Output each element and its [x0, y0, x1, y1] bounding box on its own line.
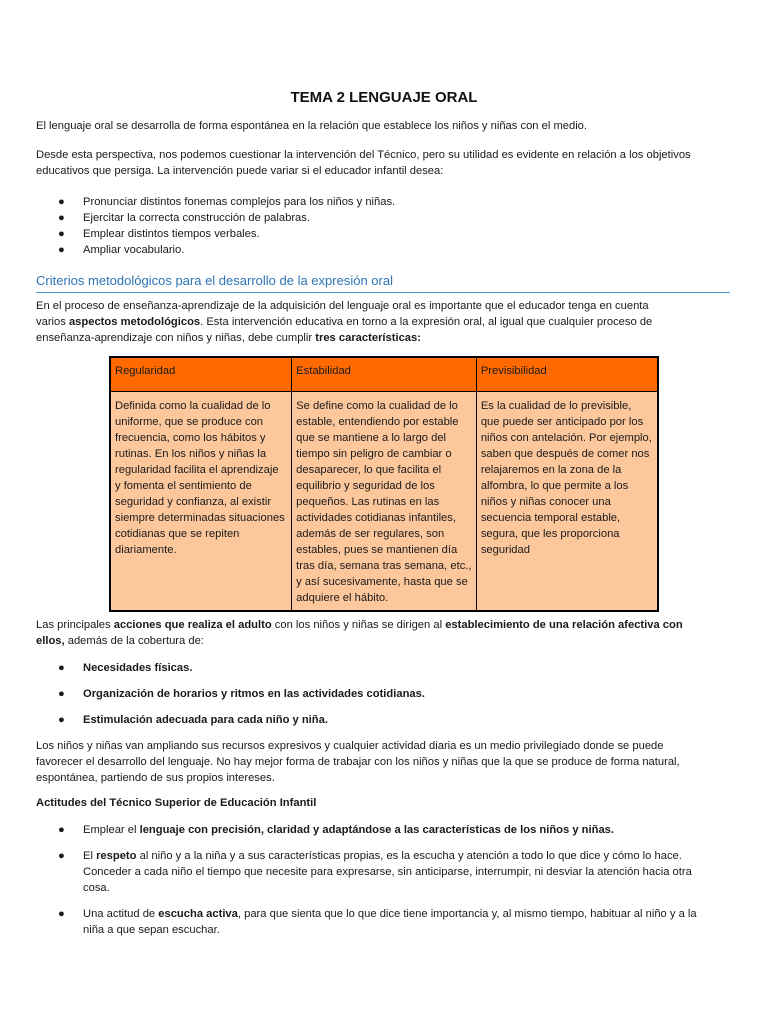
bullet-icon: ●	[58, 662, 65, 674]
bullet-icon: ●	[58, 688, 65, 700]
bullet-icon: ●	[58, 824, 65, 836]
list-item: ● Pronunciar distintos fonemas complejos para los niños y niñas.	[58, 196, 396, 208]
table-header-cell: Previsibilidad	[476, 357, 658, 392]
perspective-paragraph: Desde esta perspectiva, nos podemos cuestionar la intervención del Técnico, pero su utilidad es evidente en relación a los objetivos educativos que persiga. La intervención puede variar si el educador infantil desea:	[36, 149, 691, 177]
objectives-list	[36, 194, 732, 258]
needs-list	[36, 660, 732, 728]
list-item: ● El respeto al niño y a la niña y a sus características propias, es la escucha y atención a todo lo que dice y cómo lo hace. Conceder a cada niño el tiempo que necesite para expresarse, sin anticiparse, interrumpir, ni desviar la atención hacia otra cosa.	[58, 850, 692, 894]
intro-paragraph: El lenguaje oral se desarrolla de forma espontánea en la relación que establece los niños y niñas con el medio.	[36, 120, 588, 132]
bullet-icon: ●	[58, 908, 65, 920]
list-item: ● Ejercitar la correcta construcción de palabras.	[58, 212, 310, 224]
bullet-icon: ●	[58, 244, 65, 256]
attitudes-heading: Actitudes del Técnico Superior de Educación Infantil	[36, 797, 317, 809]
list-item: ● Emplear distintos tiempos verbales.	[58, 228, 260, 240]
list-item: ● Ampliar vocabulario.	[58, 244, 185, 256]
list-item: ● Organización de horarios y ritmos en las actividades cotidianas.	[58, 688, 425, 700]
table-header-row	[110, 357, 658, 392]
table-cell: Definida como la cualidad de lo uniforme, que se produce con frecuencia, como los hábitos y rutinas. En los niños y niñas la regularidad facilita el aprendizaje y fomenta el sentimiento de seguridad y confianza, al existir siempre determinadas situaciones cotidianas que se repiten diariamente.	[110, 392, 292, 612]
list-item: ● Emplear el lenguaje con precisión, claridad y adaptándose a las características de los niños y niñas.	[58, 824, 614, 836]
table-header-cell: Estabilidad	[292, 357, 477, 392]
list-item: ● Una actitud de escucha activa, para que sienta que lo que dice tiene importancia y, al mismo tiempo, habituar al niño y a la niña a que sepan escuchar.	[58, 908, 697, 936]
actions-paragraph: Las principales acciones que realiza el adulto con los niños y niñas se dirigen al establecimiento de una relación afectiva con ellos, además de la cobertura de:	[36, 619, 683, 647]
bullet-icon: ●	[58, 196, 65, 208]
bullet-icon: ●	[58, 228, 65, 240]
bullet-icon: ●	[58, 850, 65, 862]
table-cell: Se define como la cualidad de lo estable, entendiendo por estable que se mantiene a lo largo del tiempo sin peligro de cambiar o desaparecer, lo que facilita el equilibrio y seguridad de los pequeños. Las rutinas en las actividades cotidianas infantiles, además de ser regulares, son estables, pues se mantienen día tras día, semana tras semana, etc., y así sucesivamente, hasta que se adquiere el hábito.	[292, 392, 477, 612]
section-heading: Criterios metodológicos para el desarrollo de la expresión oral	[36, 272, 730, 293]
bullet-icon: ●	[58, 714, 65, 726]
table-cell: Es la cualidad de lo previsible, que puede ser anticipado por los niños con antelación. Por ejemplo, saben que después de comer nos relajaremos en la zona de la alfombra, lo que permite a los niños y niñas conocer una secuencia temporal estable, segura, que les proporciona seguridad	[476, 392, 658, 612]
list-item: ● Necesidades físicas.	[58, 662, 193, 674]
list-item: ● Estimulación adecuada para cada niño y niña.	[58, 714, 328, 726]
attitudes-list	[36, 822, 732, 938]
bullet-icon: ●	[58, 212, 65, 224]
resources-paragraph: Los niños y niñas van ampliando sus recursos expresivos y cualquier actividad diaria es un medio privilegiado donde se puede favorecer el desarrollo del lenguaje. No hay mejor forma de trabajar con los niños y niñas que la que se produce de forma natural, espontánea, partiendo de sus propios intereses.	[36, 740, 680, 784]
page-title: TEMA 2 LENGUAJE ORAL	[290, 89, 478, 106]
table-row	[110, 392, 658, 612]
process-paragraph: En el proceso de enseñanza-aprendizaje de la adquisición del lenguaje oral es importante que el educador tenga en cuenta varios aspectos metodológicos. Esta intervención educativa en torno a la expresión oral, al igual que cualquier proceso de enseñanza-aprendizaje con niños y niñas, debe cumplir tres características:	[36, 300, 653, 344]
criteria-table	[109, 356, 659, 612]
table-header-cell: Regularidad	[110, 357, 292, 392]
